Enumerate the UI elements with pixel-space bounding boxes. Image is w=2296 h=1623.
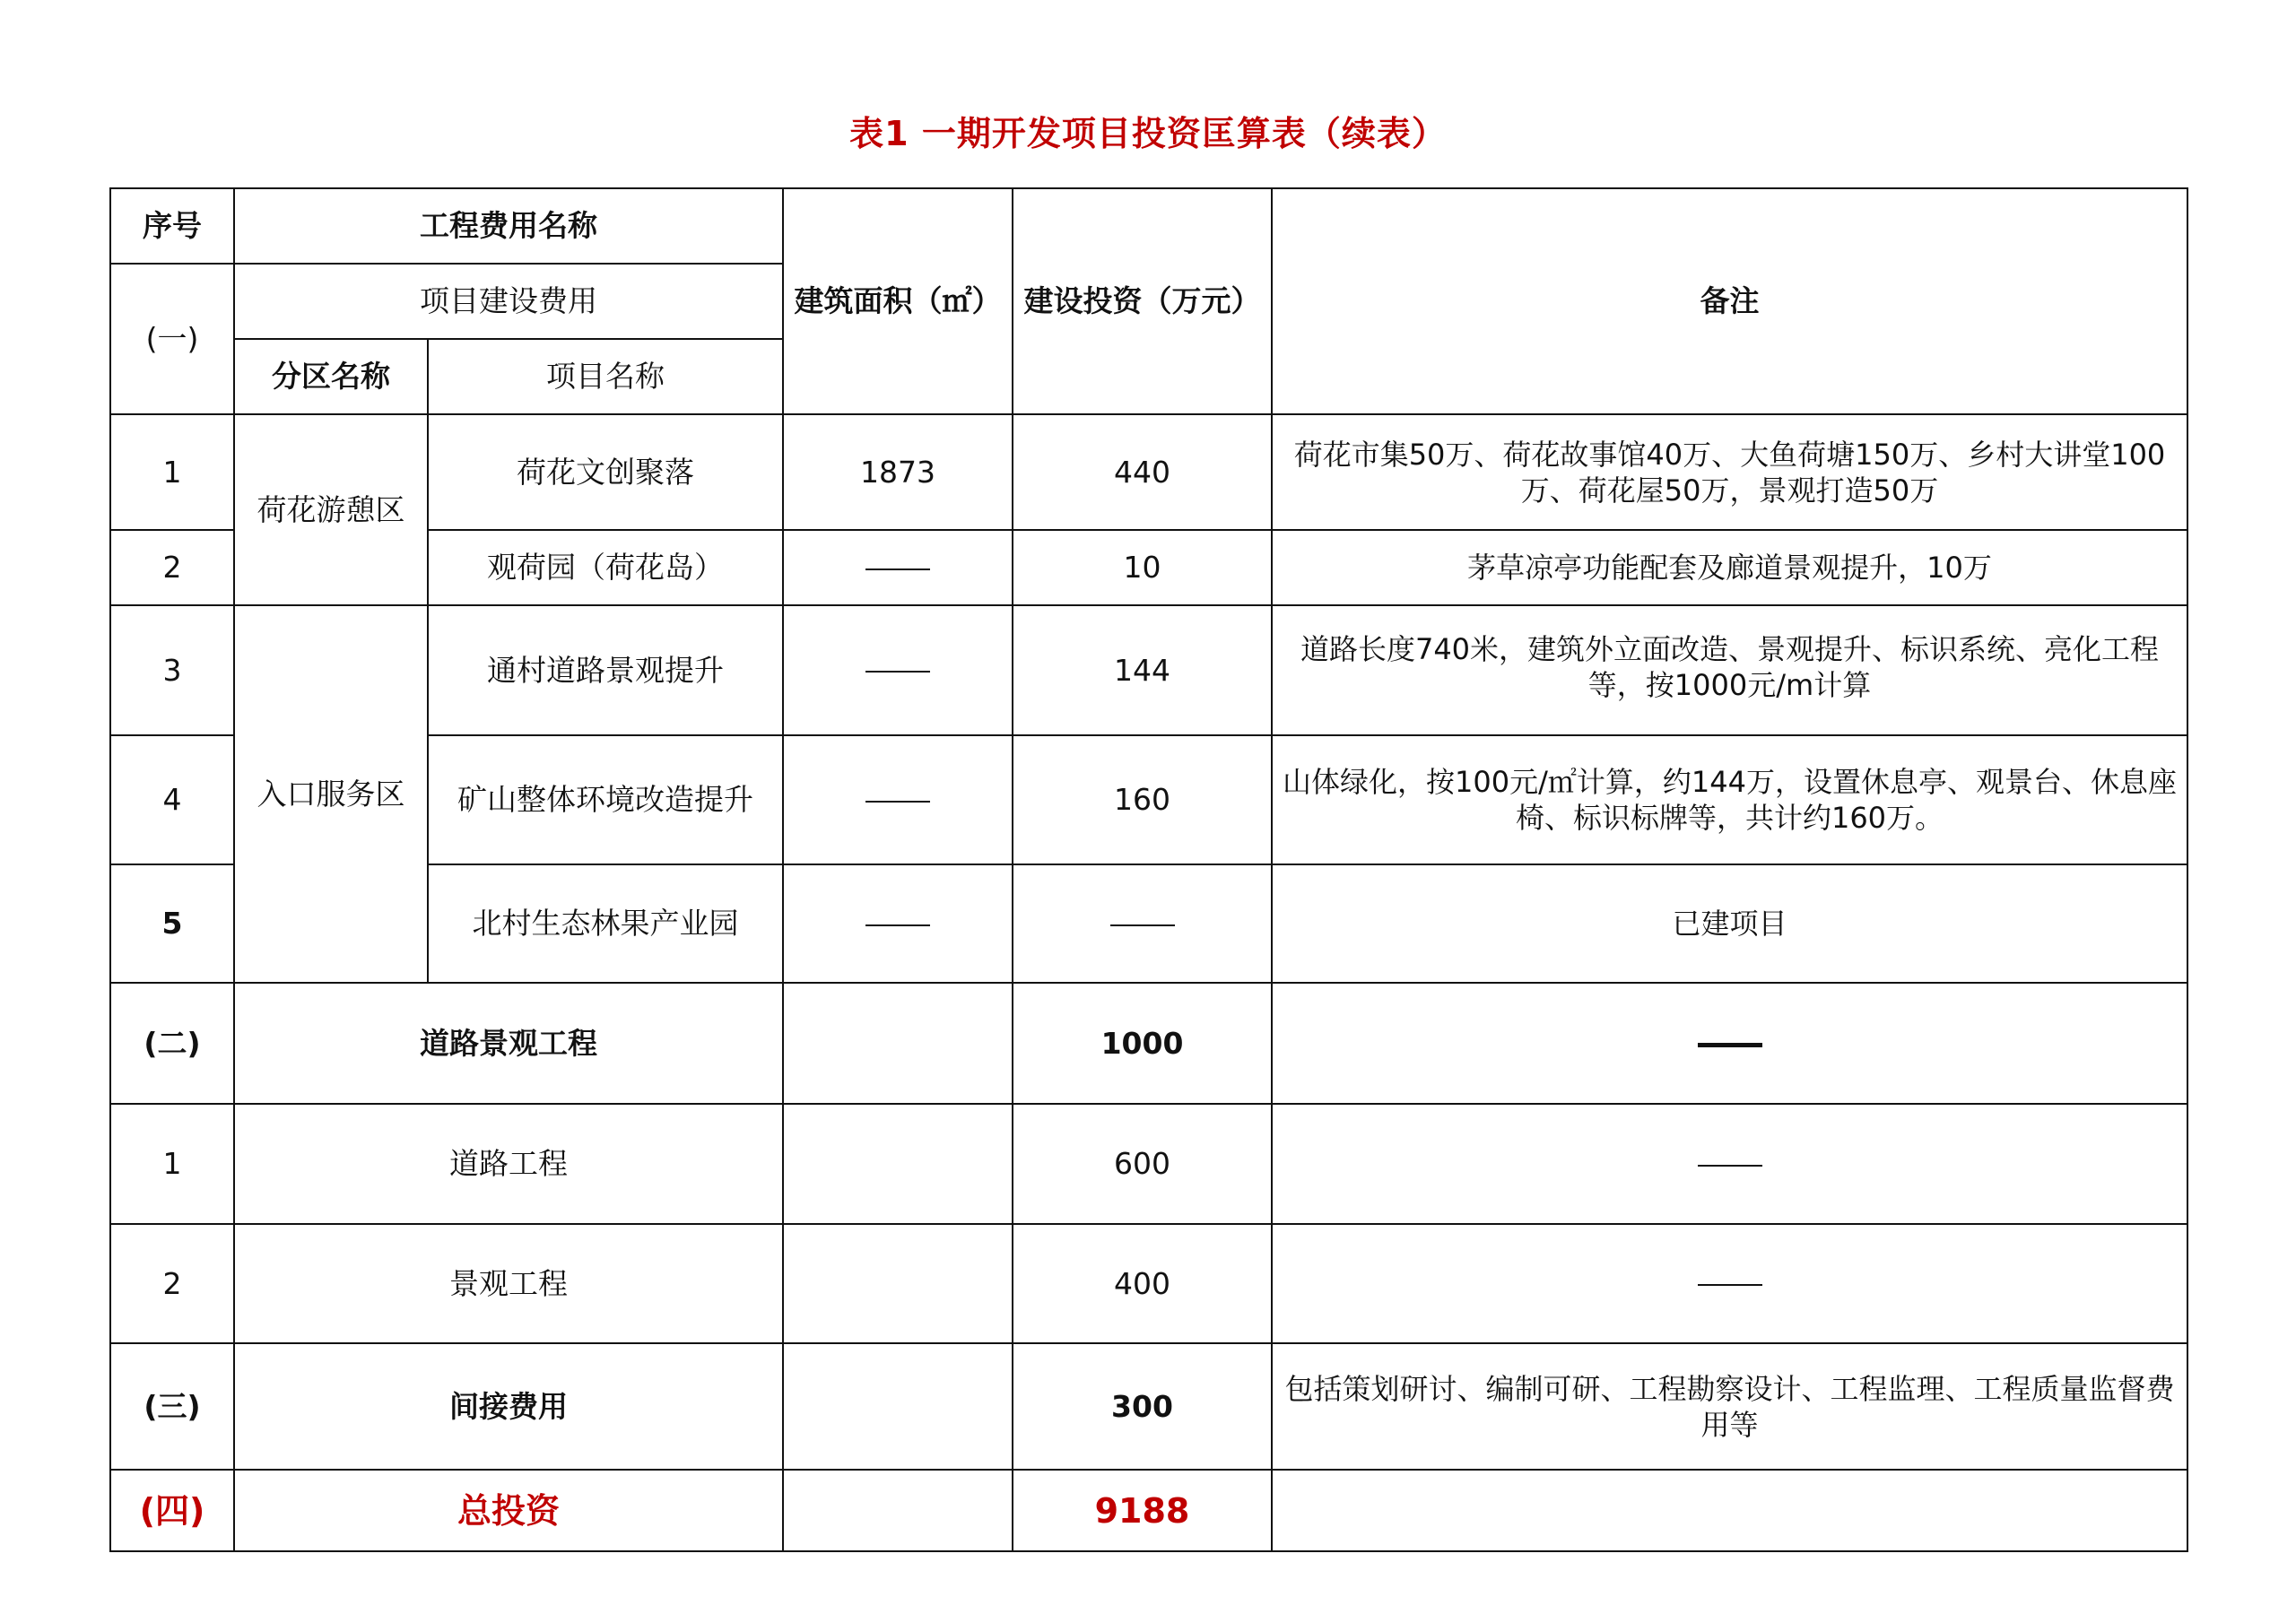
row-seq: 2 xyxy=(110,1224,234,1343)
zone-cell: 荷花游憩区 xyxy=(234,414,428,605)
dash-placeholder xyxy=(865,924,930,926)
dash-placeholder xyxy=(865,568,930,570)
area-cell xyxy=(783,530,1013,605)
row-seq: 1 xyxy=(110,414,234,530)
investment-cell: 144 xyxy=(1013,605,1272,735)
remarks-cell xyxy=(1272,1224,2187,1343)
section2-seq: (二) xyxy=(110,983,234,1104)
investment-cell: 600 xyxy=(1013,1104,1272,1224)
remarks-cell: 道路长度740米，建筑外立面改造、景观提升、标识系统、亮化工程等，按1000元/m计算 xyxy=(1272,605,2187,735)
investment-cell: 160 xyxy=(1013,735,1272,864)
section2-name: 道路景观工程 xyxy=(234,983,783,1104)
row-seq: 4 xyxy=(110,735,234,864)
area-cell xyxy=(783,983,1013,1104)
area-cell xyxy=(783,735,1013,864)
table-row xyxy=(110,1224,2187,1343)
area-cell xyxy=(783,864,1013,983)
investment-cell: 440 xyxy=(1013,414,1272,530)
dash-placeholder xyxy=(1698,1043,1762,1047)
header-seq: 序号 xyxy=(110,188,234,264)
remarks-cell xyxy=(1272,983,2187,1104)
area-cell xyxy=(783,1470,1013,1551)
section1-seq: (一) xyxy=(110,264,234,414)
row-seq: 5 xyxy=(110,864,234,983)
total-row xyxy=(110,1470,2187,1551)
item-name: 景观工程 xyxy=(234,1224,783,1343)
remarks-cell: 荷花市集50万、荷花故事馆40万、大鱼荷塘150万、乡村大讲堂100万、荷花屋50万，景观打造50万 xyxy=(1272,414,2187,530)
investment-cell: 400 xyxy=(1013,1224,1272,1343)
area-cell xyxy=(783,1224,1013,1343)
section3-seq: (三) xyxy=(110,1343,234,1470)
item-name: 道路工程 xyxy=(234,1104,783,1224)
dash-placeholder xyxy=(865,671,930,673)
dash-placeholder xyxy=(1698,1165,1762,1167)
area-cell xyxy=(783,1104,1013,1224)
header-project-name: 项目名称 xyxy=(428,339,783,414)
header-area: 建筑面积（㎡） xyxy=(783,188,1013,414)
investment-cell: 300 xyxy=(1013,1343,1272,1470)
dash-placeholder xyxy=(1110,924,1175,926)
header-investment: 建设投资（万元） xyxy=(1013,188,1272,414)
project-cell: 通村道路景观提升 xyxy=(428,605,783,735)
remarks-cell: 已建项目 xyxy=(1272,864,2187,983)
dash-placeholder xyxy=(865,801,930,803)
investment-cell: 1000 xyxy=(1013,983,1272,1104)
remarks-cell xyxy=(1272,1470,2187,1551)
dash-placeholder xyxy=(1698,1284,1762,1286)
zone-cell: 入口服务区 xyxy=(234,605,428,983)
header-remarks: 备注 xyxy=(1272,188,2187,414)
header-zone-name: 分区名称 xyxy=(234,339,428,414)
total-label: 总投资 xyxy=(234,1470,783,1551)
investment-cell: 10 xyxy=(1013,530,1272,605)
total-investment: 9188 xyxy=(1013,1470,1272,1551)
table-row xyxy=(110,605,2187,735)
remarks-cell: 包括策划研讨、编制可研、工程勘察设计、工程监理、工程质量监督费用等 xyxy=(1272,1343,2187,1470)
row-seq: 3 xyxy=(110,605,234,735)
section3-name: 间接费用 xyxy=(234,1343,783,1470)
table-row xyxy=(110,1104,2187,1224)
section4-seq: (四) xyxy=(110,1470,234,1551)
project-cell: 北村生态林果产业园 xyxy=(428,864,783,983)
row-seq: 2 xyxy=(110,530,234,605)
table-title: 表1 一期开发项目投资匡算表（续表） xyxy=(849,114,1447,153)
header-row xyxy=(110,188,2187,264)
area-cell xyxy=(783,605,1013,735)
area-cell xyxy=(783,1343,1013,1470)
remarks-cell: 山体绿化，按100元/㎡计算，约144万，设置休息亭、观景台、休息座椅、标识标牌等，共计约160万。 xyxy=(1272,735,2187,864)
row-seq: 1 xyxy=(110,1104,234,1224)
table-row xyxy=(110,414,2187,530)
project-cell: 荷花文创聚落 xyxy=(428,414,783,530)
section3-row xyxy=(110,1343,2187,1470)
investment-table xyxy=(109,187,2188,1552)
project-cell: 矿山整体环境改造提升 xyxy=(428,735,783,864)
section1-label: 项目建设费用 xyxy=(234,264,783,339)
header-cost-name: 工程费用名称 xyxy=(234,188,783,264)
investment-cell xyxy=(1013,864,1272,983)
remarks-cell xyxy=(1272,1104,2187,1224)
section2-row xyxy=(110,983,2187,1104)
project-cell: 观荷园（荷花岛） xyxy=(428,530,783,605)
remarks-cell: 茅草凉亭功能配套及廊道景观提升，10万 xyxy=(1272,530,2187,605)
area-cell: 1873 xyxy=(783,414,1013,530)
